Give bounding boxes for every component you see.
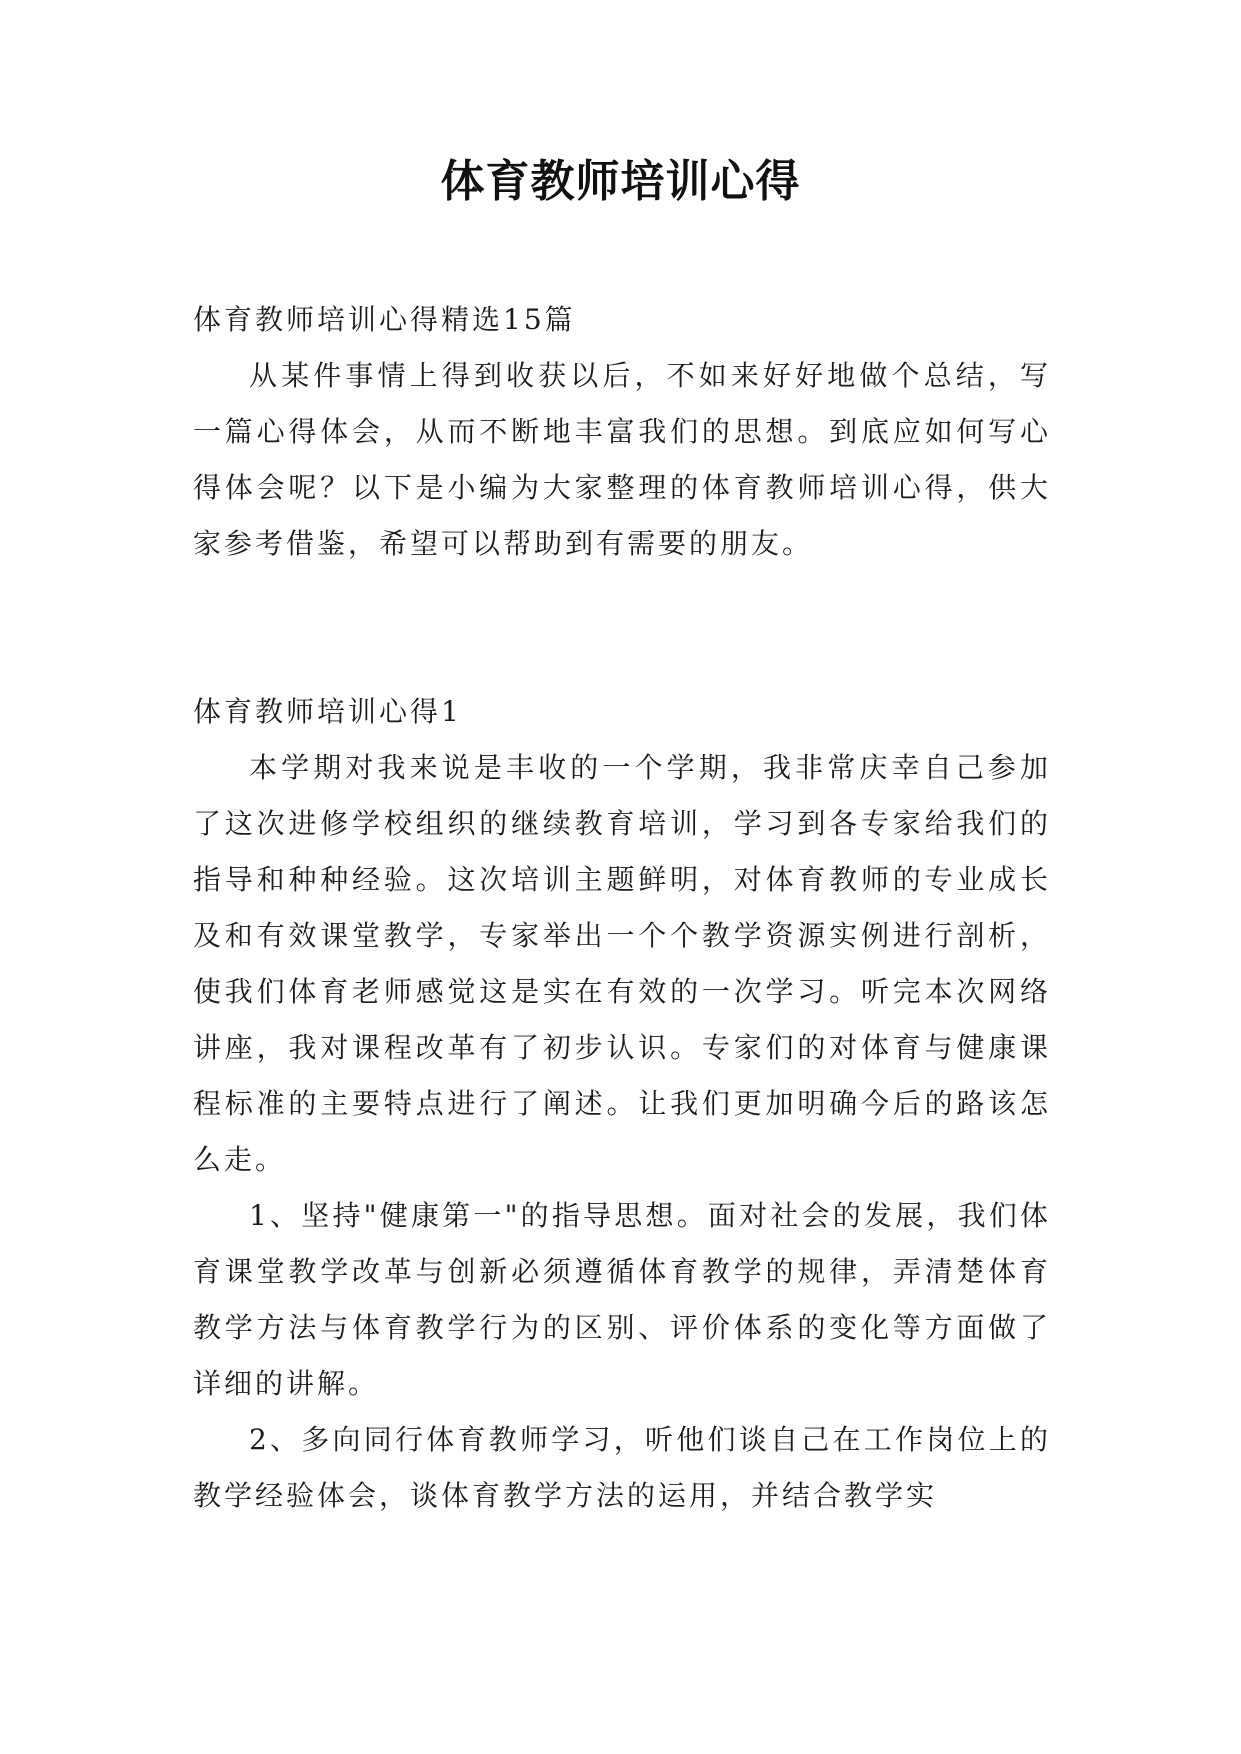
body-paragraph: 1、坚持"健康第一"的指导思想。面对社会的发展，我们体育课堂教学改革与创新必须遵循体育教学的规律，弄清楚体育教学方法与体育教学行为的区别、评价体系的变化等方面做了详细的讲解。 [193, 1199, 1051, 1400]
section-spacer [193, 572, 1051, 684]
document-subtitle: 体育教师培训心得精选15篇 [193, 303, 576, 336]
document-body [193, 292, 1051, 1524]
body-paragraph: 2、多向同行体育教师学习，听他们谈自己在工作岗位上的教学经验体会，谈体育教学方法的运用，并结合教学实 [193, 1423, 1051, 1512]
document-title: 体育教师培训心得 [440, 156, 801, 207]
section-heading: 体育教师培训心得1 [193, 695, 462, 728]
body-paragraph: 本学期对我来说是丰收的一个学期，我非常庆幸自己参加了这次进修学校组织的继续教育培训，学习到各专家给我们的指导和种种经验。这次培训主题鲜明，对体育教师的专业成长及和有效课堂教学，专家举出一个个教学资源实例进行剖析，使我们体育老师感觉这是实在有效的一次学习。听完本次网络讲座，我对课程改革有了初步认识。专家们的对体育与健康课程标准的主要特点进行了阐述。让我们更加明确今后的路该怎么走。 [193, 751, 1051, 1176]
intro-paragraph: 从某件事情上得到收获以后，不如来好好地做个总结，写一篇心得体会，从而不断地丰富我们的思想。到底应如何写心得体会呢？以下是小编为大家整理的体育教师培训心得，供大家参考借鉴，希望可以帮助到有需要的朋友。 [193, 359, 1051, 560]
